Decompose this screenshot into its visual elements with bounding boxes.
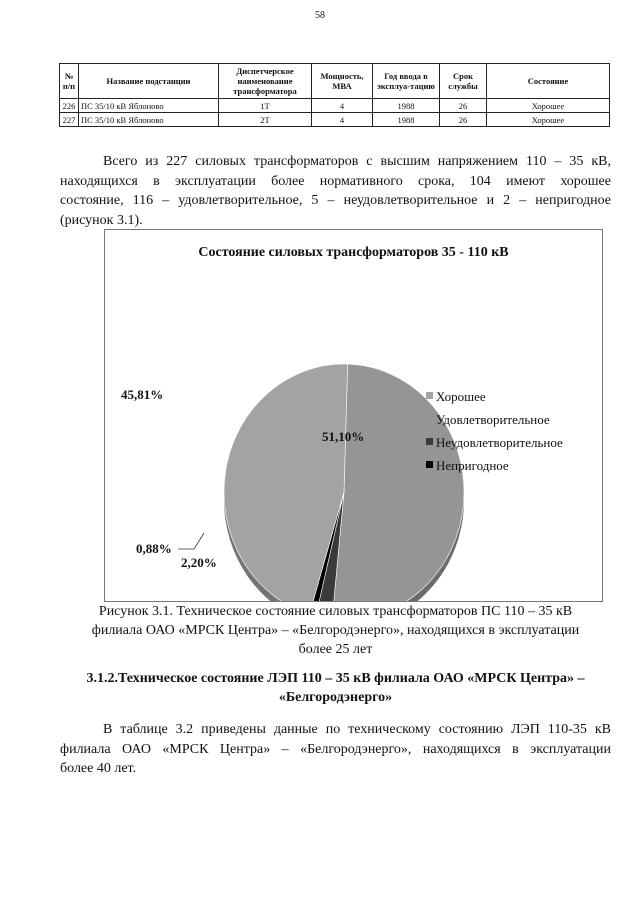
section-heading <box>60 669 611 707</box>
table-row <box>60 113 610 127</box>
col-header-dispatch-name: Диспетчерское наименование трансформатора <box>219 64 312 99</box>
cell-substation: ПС 35/10 кВ Яблоново <box>79 113 219 127</box>
paragraph-line: филиала ОАО «МРСК Центра» – «Белгородэнерго», находящихся в эксплуатации <box>60 741 611 757</box>
table-row <box>60 99 610 113</box>
cell-year: 1988 <box>373 113 440 127</box>
paragraph-line: В таблице 3.2 приведены данные по техническому состоянию ЛЭП 110-35 кВ <box>103 722 611 737</box>
figure-caption <box>60 602 611 659</box>
cell-power: 4 <box>312 113 373 127</box>
legend-swatch <box>426 461 433 468</box>
legend-label: Хорошее <box>436 389 486 404</box>
data-label-1: 45,81% <box>121 387 164 402</box>
cell-dispatch-name: 1Т <box>219 99 312 113</box>
paragraph-line: Всего из 227 силовых трансформаторов с высшим напряжением 110 – 35 кВ, <box>103 154 611 169</box>
data-label-2: 51,10% <box>322 429 365 444</box>
cell-number: 227 <box>60 113 79 127</box>
col-header-condition: Состояние <box>487 64 610 99</box>
cell-dispatch-name: 2Т <box>219 113 312 127</box>
col-header-service-life: Срок службы <box>440 64 487 99</box>
section-heading-line: 3.1.2.Техническое состояние ЛЭП 110 – 35 кВ филиала ОАО «МРСК Центра» – <box>86 671 585 686</box>
cell-condition: Хорошее <box>487 113 610 127</box>
table-header-row <box>60 64 610 99</box>
cell-condition: Хорошее <box>487 99 610 113</box>
legend-label: Неудовлетворительное <box>436 435 563 450</box>
chart-title: Состояние силовых трансформаторов 35 - 110 кВ <box>198 245 509 260</box>
cell-power: 4 <box>312 99 373 113</box>
cell-service-life: 26 <box>440 99 487 113</box>
paragraph-summary <box>60 152 611 230</box>
col-header-number: № п/п <box>60 64 79 99</box>
legend-label: Непригодное <box>436 458 509 473</box>
legend-swatch <box>426 438 433 445</box>
col-header-year: Год ввода в эксплуа-тацию <box>373 64 440 99</box>
legend-swatch <box>426 392 433 399</box>
cell-year: 1988 <box>373 99 440 113</box>
paragraph-line: находящихся в эксплуатации более нормативного срока, 104 имеют хорошее <box>60 173 611 189</box>
paragraph-line: (рисунок 3.1). <box>60 212 143 228</box>
col-header-substation: Название подстанции <box>79 64 219 99</box>
transformer-table <box>59 63 610 127</box>
col-header-power: Мощность, МВА <box>312 64 373 99</box>
section-heading-line: «Белгородэнерго» <box>278 690 393 705</box>
paragraph-line: более 40 лет. <box>60 761 137 776</box>
legend-swatch <box>426 415 433 422</box>
pie-chart <box>105 230 602 601</box>
legend-label: Удовлетворительное <box>436 412 550 427</box>
cell-number: 226 <box>60 99 79 113</box>
leader-line <box>178 533 204 549</box>
page-number: 58 <box>315 10 325 21</box>
data-label-3: 2,20% <box>181 555 217 570</box>
caption-line: Рисунок 3.1. Техническое состояние силовых трансформаторов ПС 110 – 35 кВ <box>98 604 573 619</box>
paragraph-table-intro <box>60 720 611 779</box>
paragraph-line: состояние, 116 – удовлетворительное, 5 – неудовлетворительное и 2 – непригодное <box>60 193 611 208</box>
cell-service-life: 26 <box>440 113 487 127</box>
cell-substation: ПС 35/10 кВ Яблоново <box>79 99 219 113</box>
caption-line: филиала ОАО «МРСК Центра» – «Белгородэнерго», находящихся в эксплуатации <box>91 623 580 638</box>
pie-chart-figure <box>104 229 603 602</box>
data-label-4: 0,88% <box>136 541 172 556</box>
caption-line: более 25 лет <box>298 642 373 657</box>
